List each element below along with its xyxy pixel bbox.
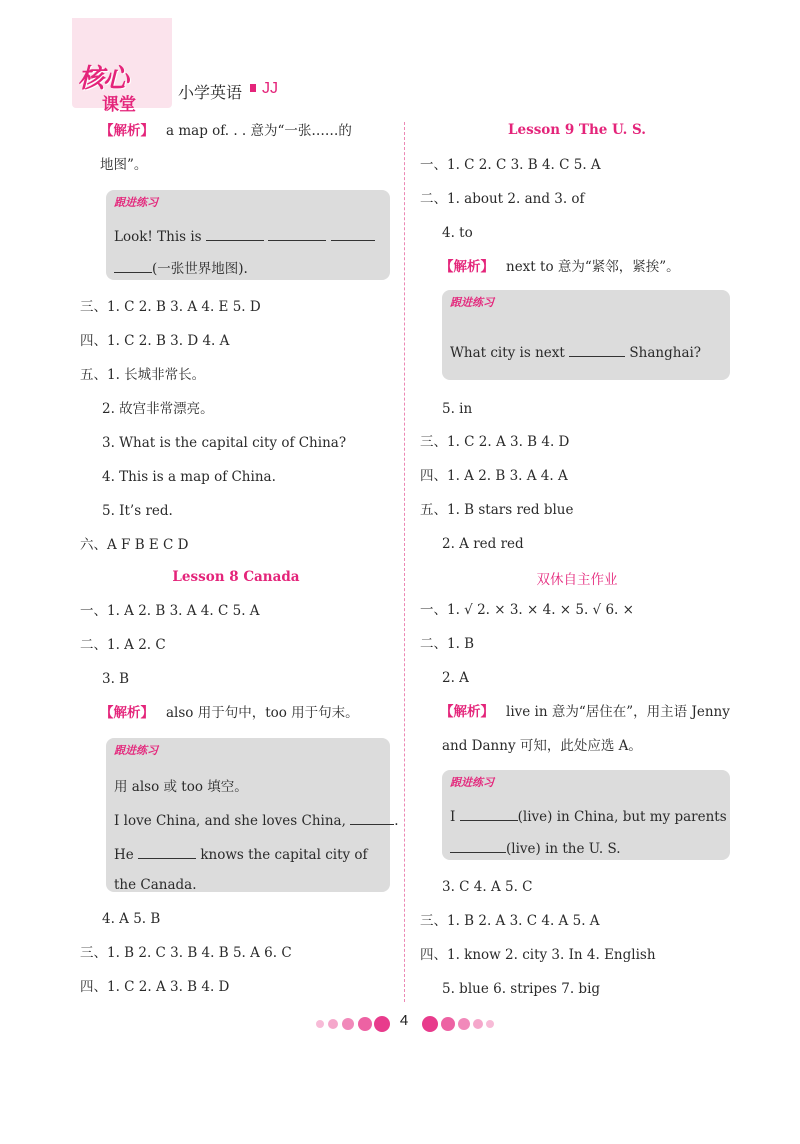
answer-line: 一、1. C 2. C 3. B 4. C 5. A xyxy=(420,157,601,173)
answer-line: 三、1. C 2. B 3. A 4. E 5. D xyxy=(80,299,261,315)
answer-line: 三、1. C 2. A 3. B 4. D xyxy=(420,434,570,450)
practice-line: (live) in the U. S. xyxy=(450,838,621,858)
practice-box-1 xyxy=(106,190,390,280)
subject-separator xyxy=(250,84,256,92)
footer-dot-icon xyxy=(342,1018,354,1030)
practice-box-title: 跟进练习 xyxy=(114,744,158,757)
answer-line: 2. 故宫非常漂亮。 xyxy=(102,401,214,417)
practice-line: What city is next Shanghai? xyxy=(450,342,701,362)
answer-line: 5. blue 6. stripes 7. big xyxy=(442,981,601,997)
answer-line: 四、1. A 2. B 3. A 4. A xyxy=(420,468,568,484)
lesson-9-heading: Lesson 9 The U. S. xyxy=(508,122,646,138)
practice-box-title: 跟进练习 xyxy=(114,196,158,209)
column-divider xyxy=(404,122,405,1002)
answer-line: 一、1. A 2. B 3. A 4. C 5. A xyxy=(80,603,260,619)
answer-line: 二、1. about 2. and 3. of xyxy=(420,191,585,207)
footer-dot-icon xyxy=(486,1020,494,1028)
answer-line: 二、1. B xyxy=(420,636,475,652)
answer-line: 5. It’s red. xyxy=(102,503,173,519)
footer-dot-icon xyxy=(358,1017,372,1031)
jiexi-note-4-cont: and Danny 可知，此处应选 A。 xyxy=(442,738,642,754)
subject-title: 小学英语 xyxy=(178,83,243,102)
answer-line: 3. What is the capital city of China? xyxy=(102,435,347,451)
answer-line: 六、A F B E C D xyxy=(80,537,189,553)
jiexi-note-1: 【解析】 a map of. . . 意为“一张……的 xyxy=(100,123,352,139)
practice-line: (一张世界地图). xyxy=(114,258,248,278)
answer-line: 3. B xyxy=(102,671,130,687)
weekend-homework-heading: 双休自主作业 xyxy=(536,572,618,588)
footer-dot-icon xyxy=(473,1019,483,1029)
practice-line: I (live) in China, but my parents xyxy=(450,806,727,826)
practice-box-title: 跟进练习 xyxy=(450,776,494,789)
footer-dot-icon xyxy=(374,1016,390,1032)
answer-line: 四、1. C 2. B 3. D 4. A xyxy=(80,333,230,349)
answer-line: 二、1. A 2. C xyxy=(80,637,166,653)
practice-line: the Canada. xyxy=(114,877,197,893)
practice-line: Look! This is xyxy=(114,226,375,246)
answer-line: 一、1. √ 2. × 3. × 4. × 5. √ 6. × xyxy=(420,602,634,618)
footer-dot-icon xyxy=(441,1017,455,1031)
answer-line: 4. to xyxy=(442,225,473,241)
page-number: 4 xyxy=(399,1012,409,1029)
practice-line: 用 also 或 too 填空。 xyxy=(114,779,248,795)
practice-line: He knows the capital city of xyxy=(114,844,368,864)
jiexi-note-3: 【解析】 next to 意为“紧邻，紧挨”。 xyxy=(440,259,680,275)
answer-line: 3. C 4. A 5. C xyxy=(442,879,533,895)
practice-line: I love China, and she loves China, . xyxy=(114,810,398,830)
edition-label: JJ xyxy=(262,80,278,97)
answer-line: 四、1. know 2. city 3. In 4. English xyxy=(420,947,656,963)
footer-dot-icon xyxy=(458,1018,470,1030)
answer-line: 5. in xyxy=(442,401,473,417)
jiexi-note-2: 【解析】 also 用于句中，too 用于句末。 xyxy=(100,705,359,721)
footer-dot-icon xyxy=(328,1019,338,1029)
answer-line: 2. A xyxy=(442,670,469,686)
answer-line: 2. A red red xyxy=(442,536,524,552)
logo xyxy=(72,18,172,115)
practice-box-2 xyxy=(106,738,399,893)
answer-line: 四、1. C 2. A 3. B 4. D xyxy=(80,979,230,995)
answer-line: 三、1. B 2. C 3. B 4. B 5. A 6. C xyxy=(80,945,292,961)
answer-line: 4. A 5. B xyxy=(102,911,161,927)
footer-dot-icon xyxy=(316,1020,324,1028)
jiexi-note-1-cont: 地图”。 xyxy=(100,157,148,173)
practice-box-title: 跟进练习 xyxy=(450,296,494,309)
logo-main-text: 核心 xyxy=(78,64,129,94)
answer-line: 三、1. B 2. A 3. C 4. A 5. A xyxy=(420,913,600,929)
practice-box-3 xyxy=(442,290,730,380)
answer-line: 4. This is a map of China. xyxy=(102,469,276,485)
logo-sub-text: 课堂 xyxy=(102,95,136,115)
jiexi-note-4: 【解析】 live in 意为“居住在”，用主语 Jenny xyxy=(440,704,730,720)
practice-box-4 xyxy=(442,770,730,860)
lesson-8-heading: Lesson 8 Canada xyxy=(172,569,300,585)
answer-line: 五、1. 长城非常长。 xyxy=(80,367,206,383)
answer-line: 五、1. B stars red blue xyxy=(420,502,574,518)
footer-dot-icon xyxy=(422,1016,438,1032)
